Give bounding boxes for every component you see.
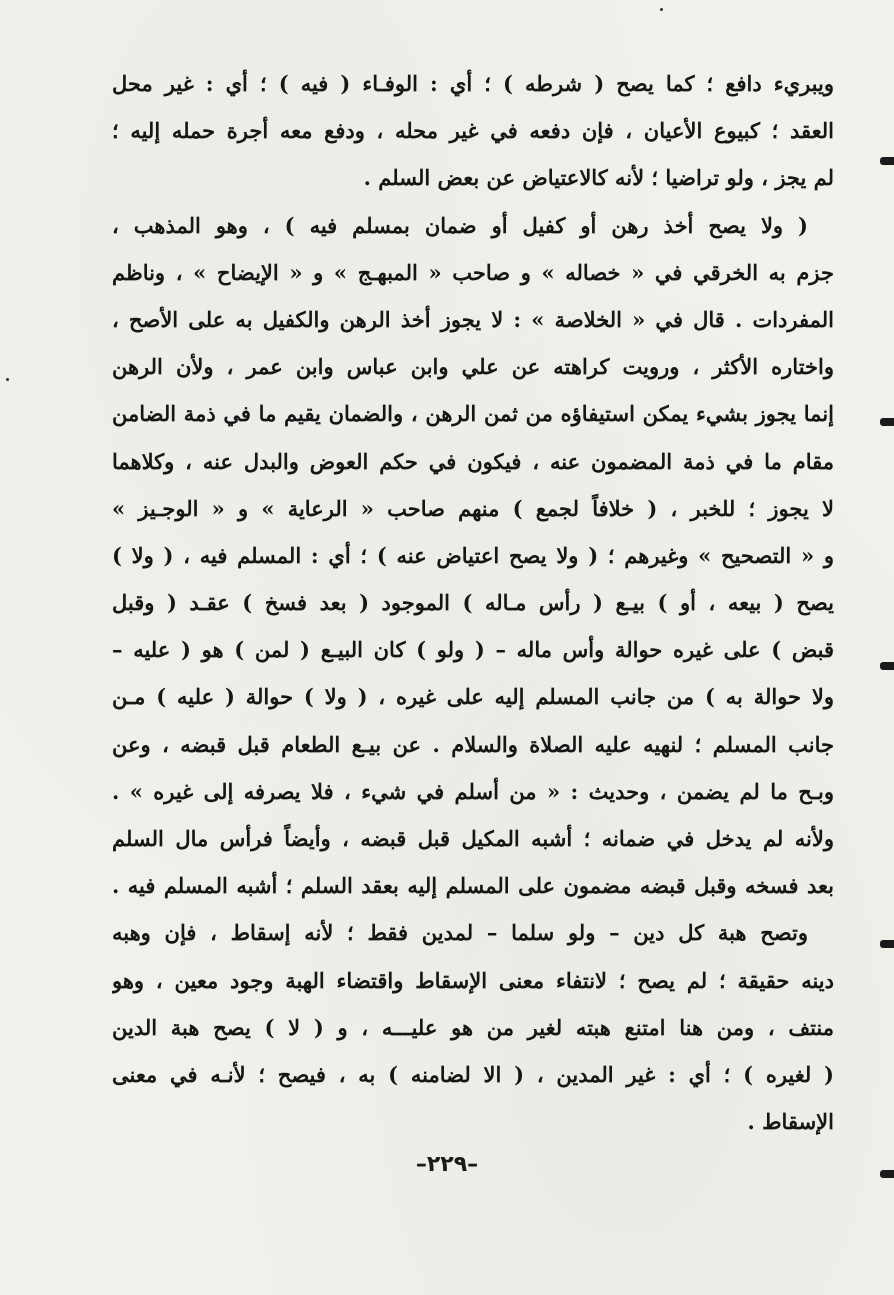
text-line: ولا حوالة به ) من جانب المسلم إليه على غيره ، ( ولا ) حوالة ( عليه ) مـن <box>112 684 834 710</box>
text-line: الإسقاط . <box>747 1109 834 1135</box>
text-line: وبـح ما لم يضمن ، وحديث : « من أسلم في شيء ، فلا يصرفه إلى غيره » . <box>112 778 834 804</box>
text-line: وتصح هبة كل دين – ولو سلما – لمدين فقط ؛ لأنه إسقاط ، فإن وهبه <box>112 920 808 946</box>
text-line: بعد فسخه وقبل قبضه مضمون على المسلم إليه بعقد السلم ؛ أشبه المسلم فيه . <box>112 873 834 899</box>
scan-edge-mark <box>880 940 894 948</box>
body-text <box>112 60 834 1145</box>
scan-edge-mark <box>880 662 894 670</box>
scan-edge-mark <box>880 418 894 426</box>
text-line: ( لغيره ) ؛ أي : غير المدين ، ( الا لضامنه ) به ، فيصح ؛ لأنـه في معنى <box>112 1061 834 1087</box>
text-line: واختاره الأكثر ، ورويت كراهته عن علي وابن عباس وابن عمر ، ولأن الرهن <box>112 354 834 380</box>
text-line: جانب المسلم ؛ لنهيه عليه الصلاة والسلام . عن بيـع الطعام قبل قبضه ، وعن <box>112 731 834 757</box>
text-line: المفردات . قال في « الخلاصة » : لا يجوز أخذ الرهن والكفيل به على الأصح ، <box>112 306 834 332</box>
text-line: مقام ما في ذمة المضمون عنه ، فيكون في حكم العوض والبدل عنه ، وكلاهما <box>112 448 834 474</box>
text-line: ويبريء دافع ؛ كما يصح ( شرطه ) ؛ أي : الوفـاء ( فيه ) ؛ أي : غير محل <box>112 71 834 96</box>
text-line: منتف ، ومن هنا امتنع هبته لغير من هو عليـــه ، و ( لا ) يصح هبة الدين <box>112 1014 834 1040</box>
text-line: العقد ؛ كبيوع الأعيان ، فإن دفعه في غير محله ، ودفع معه أجرة حمله إليه ؛ <box>112 118 834 144</box>
text-line: ولأنه لم يدخل في ضمانه ؛ أشبه المكيل قبل قبضه ، وأيضاً فرأس مال السلم <box>112 826 834 851</box>
scan-speck <box>6 378 9 381</box>
text-line: دينه حقيقة ؛ لم يصح ؛ لانتفاء معنى الإسقاط واقتضاء الهبة وجود معين ، وهو <box>112 967 834 993</box>
text-line: يصح ( بيعه ، أو ) بيـع ( رأس مـاله ) الموجود ( بعد فسخ ) عقـد ( وقبل <box>112 590 834 616</box>
text-line: جزم به الخرقي في « خصاله » و صاحب « المبهـج » و « الإيضاح » ، وناظم <box>112 259 834 285</box>
scan-edge-mark <box>880 1170 894 1178</box>
text-line: قبض ) على غيره حوالة وأس ماله – ( ولو ) كان البيـع ( لمن ) هو ( عليه – <box>112 637 834 663</box>
scan-speck <box>660 8 663 11</box>
text-line: لم يجز ، ولو تراضيا ؛ لأنه كالاعتياض عن بعض السلم . <box>363 165 834 191</box>
scan-edge-mark <box>880 157 894 165</box>
text-line: و « التصحيح » وغيرهم ؛ ( ولا يصح اعتياض عنه ) ؛ أي : المسلم فيه ، ( ولا ) <box>112 542 834 568</box>
text-line: ( ولا يصح أخذ رهن أو كفيل أو ضمان بمسلم فيه ) ، وهو المذهب ، <box>112 212 808 238</box>
text-line: إنما يجوز بشيء يمكن استيفاؤه من ثمن الرهن ، والضمان يقيم ما في ذمة الضامن <box>112 401 834 427</box>
page-number: –٢٢٩– <box>415 1152 479 1177</box>
text-line: لا يجوز ؛ للخبر ، ( خلافاً لجمع ) منهم صاحب « الرعاية » و « الوجـيز » <box>112 495 834 521</box>
